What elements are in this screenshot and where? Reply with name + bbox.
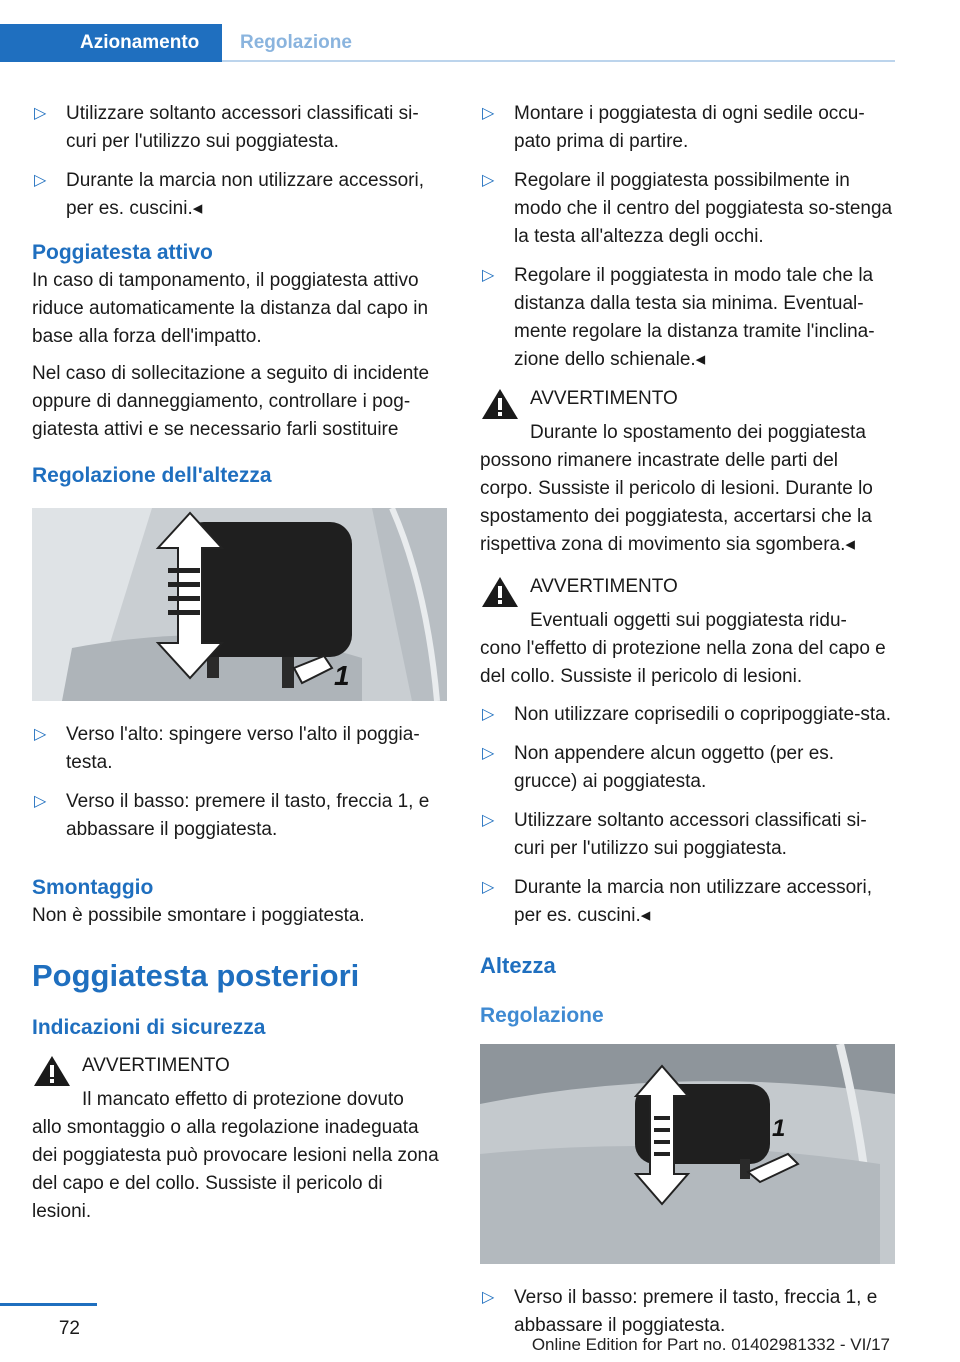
heading-removal: Smontaggio [32, 876, 154, 899]
tab-regolazione: Regolazione [240, 32, 352, 53]
list-item: ▷ Utilizzare soltanto accessori classificati si-curi per l'utilizzo sui poggiatesta. [480, 807, 895, 863]
heading-active-headrest: Poggiatesta attivo [32, 241, 213, 264]
edition-note: Online Edition for Part no. 01402981332 - VI/17 [531, 1335, 890, 1354]
paragraph: Non è possibile smontare i poggiatesta. [32, 905, 365, 926]
heading-height: Altezza [480, 953, 556, 978]
paragraph: Nel caso di sollecitazione a seguito di incidente oppure di danneggiamento, controllare i pog-giatesta attivi e se necessario farli sostituire [32, 363, 430, 440]
list-item: ▷ Non utilizzare coprisedili o copripoggiate-sta. [480, 701, 895, 729]
warning-block [480, 573, 895, 691]
list-item: ▷ Regolare il poggiatesta in modo tale che la distanza dalla testa sia minima. Eventual-mente regolare la distanza tramite l'inclina-zione dello schienale.◂ [480, 262, 895, 374]
warning-text: Il mancato effetto di protezione dovuto allo smontaggio o alla regolazione inadeguata dei poggiatesta può provocare lesioni nella zona del capo e del collo. Sussiste il pericolo di lesioni. [32, 1089, 439, 1222]
list-item: ▷ Verso il basso: premere il tasto, freccia 1, e abbassare il poggiatesta. [480, 1284, 895, 1340]
bullet-triangle-icon: ▷ [34, 172, 47, 189]
left-column [32, 100, 447, 1234]
list-item: ▷ Utilizzare soltanto accessori classificati si-curi per l'utilizzo sui poggiatesta. [32, 100, 447, 156]
header-rule [222, 60, 895, 62]
front-figure-label: 1 [334, 660, 350, 691]
heading-height-adjustment: Regolazione dell'altezza [32, 464, 272, 487]
tab-azionamento: Azionamento [0, 24, 222, 62]
bullet-triangle-icon: ▷ [482, 172, 495, 189]
list-item: ▷ Montare i poggiatesta di ogni sedile occu-pato prima di partire. [480, 100, 895, 156]
warning-text: Eventuali oggetti sui poggiatesta ridu- cono l'effetto di protezione nella zona del capo e del collo. Sussiste il pericolo di lesioni. [480, 610, 886, 687]
bullet-triangle-icon: ▷ [34, 726, 47, 743]
bullet-triangle-icon: ▷ [482, 812, 495, 829]
bullet-triangle-icon: ▷ [482, 1289, 495, 1306]
list-item: ▷ Durante la marcia non utilizzare accessori, per es. cuscini.◂ [32, 167, 447, 223]
warning-icon [32, 1054, 72, 1088]
warning-text: Durante lo spostamento dei poggiatesta possono rimanere incastrate delle parti del corpo. Sussiste il pericolo di lesioni. Durante lo spostamento dei poggiatesta, accertarsi che la rispettiva zona di movimento sia sgombera.◂ [480, 422, 873, 555]
warning-title: AVVERTIMENTO [82, 1055, 230, 1076]
paragraph: In caso di tamponamento, il poggiatesta attivo riduce automaticamente la distanza dal capo in base alla forza dell'impatto. [32, 270, 429, 347]
warning-title: AVVERTIMENTO [530, 576, 678, 597]
bullet-triangle-icon: ▷ [482, 745, 495, 762]
rear-figure-label: 1 [772, 1115, 786, 1142]
footer-rule [0, 1303, 97, 1306]
bullet-triangle-icon: ▷ [34, 793, 47, 810]
bullet-triangle-icon: ▷ [34, 105, 47, 122]
warning-icon [480, 387, 520, 421]
right-column [480, 100, 895, 1351]
list-item: ▷ Durante la marcia non utilizzare accessori, per es. cuscini.◂ [480, 874, 895, 930]
bullet-triangle-icon: ▷ [482, 267, 495, 284]
bullet-triangle-icon: ▷ [482, 706, 495, 723]
warning-block [480, 385, 895, 559]
rear-headrest-figure [480, 1044, 895, 1264]
page-header [0, 0, 895, 64]
list-item: ▷ Non appendere alcun oggetto (per es. grucce) ai poggiatesta. [480, 740, 895, 796]
bullet-triangle-icon: ▷ [482, 879, 495, 896]
list-item: ▷ Regolare il poggiatesta possibilmente in modo che il centro del poggiatesta so-stenga la testa all'altezza degli occhi. [480, 167, 895, 251]
heading-adjustment: Regolazione [480, 1004, 604, 1027]
list-item: ▷ Verso l'alto: spingere verso l'alto il poggia-testa. [32, 721, 447, 777]
warning-title: AVVERTIMENTO [530, 388, 678, 409]
bullet-triangle-icon: ▷ [482, 105, 495, 122]
heading-rear-headrests: Poggiatesta posteriori [32, 958, 360, 993]
warning-block [32, 1052, 447, 1226]
warning-icon [480, 575, 520, 609]
front-headrest-figure [32, 508, 447, 701]
list-item: ▷ Verso il basso: premere il tasto, freccia 1, e abbassare il poggiatesta. [32, 788, 447, 844]
page-number: 72 [58, 1318, 80, 1339]
heading-safety: Indicazioni di sicurezza [32, 1016, 266, 1039]
